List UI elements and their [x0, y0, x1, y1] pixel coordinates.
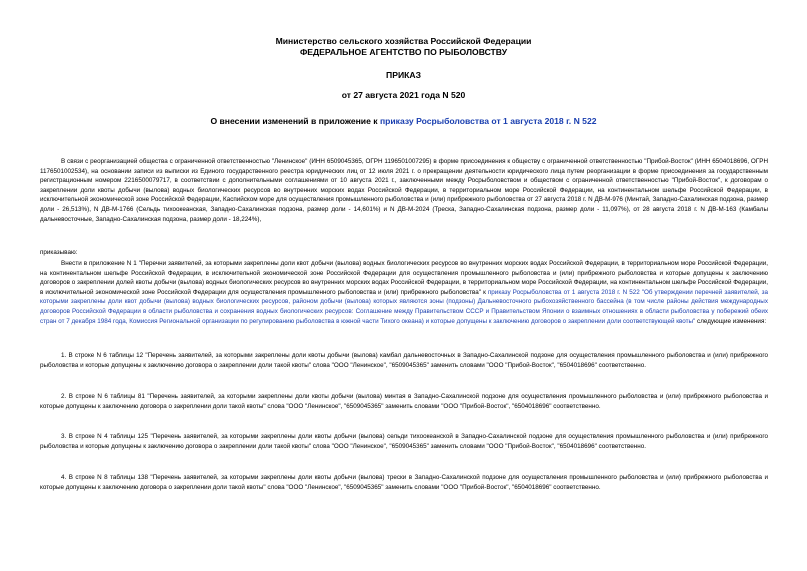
document-subject: [0, 116, 807, 127]
list-item: 4. В строке N 8 таблицы 138 "Перечень заявителей, за которыми закреплены доли квоты добычи (вылова) трески в Западно-Сахалинской подзоне для осуществления промышленного рыболовства и (или) прибрежного рыболовства и которые допущены к заключению договора о закреплении доли такой квоты" слова "ООО "Ленинское", "6509045365" заменить словами "ООО "Прибой-Восток", "6504018696" соответственно.: [40, 474, 768, 491]
ministry-title: Министерство сельского хозяйства Российской Федерации: [275, 36, 532, 46]
agency-title: ФЕДЕРАЛЬНОЕ АГЕНТСТВО ПО РЫБОЛОВСТВУ: [299, 47, 508, 57]
document-date-number: от 27 августа 2021 года N 520: [341, 90, 466, 100]
list-item: 3. В строке N 4 таблицы 125 "Перечень заявителей, за которыми закреплены доли квоты добычи (вылова) сельди тихоокеанской в Западно-Сахалинской подзоне для осуществления промышленного рыболовства и (или) прибрежного рыболовства и которые допущены к заключению договора о закреплении доли такой квоты" слова "ООО "Ленинское", "6509045365" заменить словами "ООО "Прибой-Восток", "6504018696" соответственно.: [40, 433, 768, 450]
main-clause-paragraph: [40, 259, 768, 326]
subject-link[interactable]: приказу Росрыболовства от 1 августа 2018 г. N 522: [379, 116, 597, 126]
list-item: 1. В строке N 6 таблицы 12 "Перечень заявителей, за которыми закреплены доли квоты добычи (вылова) камбал дальневосточных в Западно-Сахалинской подзоне для осуществления промышленного рыболовства и (или) прибрежного рыболовства и которые допущены к заключению договора о закреплении доли такой квоты" слова "ООО "Ленинское", "6509045365" заменить словами "ООО "Прибой-Восток", "6504018696" соответственно.: [40, 352, 768, 369]
order-522-link[interactable]: приказу Росрыболовства от 1 августа 2018 г. N 522 "Об утверждении перечней заявителей, за которыми закреплены доли квот добычи (вылова) водных биологических ресурсов, районом добычи (вылова) которых являются зоны (подзоны) Дальневосточного рыбохозяйственного бассейна (в том числе районы действия международных договоров Российской Федерации в области рыболовства и сохранения водных биологических ресурсов: Соглашение между Правительством СССР и Правительством Японии о взаимных отношениях в области рыболовства у побережий обеих стран от 7 декабря 1984 года, Комиссия Региональной организации по регулированию рыболовства в южной части Тихого океана) и которые допущены к заключению договоров о закреплении доли соответствующей квоты": [40, 288, 768, 325]
preamble-paragraph: В связи с реорганизацией общества с ограниченной ответственностью "Ленинское" (ИНН 6509045365, ОГРН 1196501007295) в форме присоединения к обществу с ограниченной ответственностью "Прибой-Восток" (ИНН 6504018696, ОГРН 1176501002534), на основании записи из выписки из Единого государственного реестра юридических лиц от 12 июля 2021 г. о прекращении деятельности юридического лица путем реорганизации в форме присоединения за государственным регистрационным номером 2216500079717, в соответствии с дополнительными соглашениями от 10 августа 2021 г., заключенными между Росрыболовством и обществом с ограниченной ответственностью "Прибой-Восток", к договорам о закреплении доли квоты добычи (вылова) водных биологических ресурсов во внутренних морских водах Российской Федерации, в территориальном море Российской Федерации, на континентальном шельфе Российской Федерации, в исключительной экономической зоне Российской Федерации, Каспийском море для осуществления промышленного рыболовства и (или) прибрежного рыболовства от 27 августа 2018 г. N ДВ-М-976 (Минтай, Западно-Сахалинская подзона, размер доли - 26,513%), N ДВ-М-1766 (Сельдь тихоокеанская, Западно-Сахалинская подзона, размер доли - 14,601%) и N ДВ-М-2024 (Треска, Западно-Сахалинская подзона, размер доли - 11,097%), от 28 августа 2018 г. N ДВ-М-163 (Камбалы дальневосточные, Западно-Сахалинская подзона, размер доли - 18,224%),: [40, 158, 768, 223]
main-clause-text: Внести в приложение N 1 "Перечни заявителей, за которыми закреплены доли квот добычи (вылова) водных биологических ресурсов во внутренних морских водах Российской Федерации, в территориальном море Российской Федерации, на континентальном шельфе Российской Федерации, в исключительной экономической зоне Российской Федерации для осуществления промышленного рыболовства и (или) прибрежного рыболовства и которые допущены к заключению договоров о закреплении долей квоты добычи (вылова) водных биологических ресурсов во внутренних морских водах Российской Федерации, в территориальном море Российской Федерации, на континентальном шельфе Российской Федерации, в исключительной экономической зоне Российской Федерации для осуществления промышленного рыболовства и (или) прибрежного рыболовства" к: [40, 260, 768, 296]
list-item: 2. В строке N 6 таблицы 81 "Перечень заявителей, за которыми закреплены доли квоты добычи (вылова) минтая в Западно-Сахалинской подзоне для осуществления промышленного рыболовства и (или) прибрежного рыболовства и которые допущены к заключению договора о закреплении доли такой квоты" слова "ООО "Ленинское", "6509045365" заменить словами "ООО "Прибой-Восток", "6504018696" соответственно.: [40, 393, 768, 410]
subject-prefix: О внесении изменений в приложение к: [210, 116, 380, 126]
order-word: приказываю:: [40, 249, 78, 256]
main-clause-ending: следующие изменения:: [695, 317, 767, 325]
document-type: ПРИКАЗ: [386, 70, 421, 80]
